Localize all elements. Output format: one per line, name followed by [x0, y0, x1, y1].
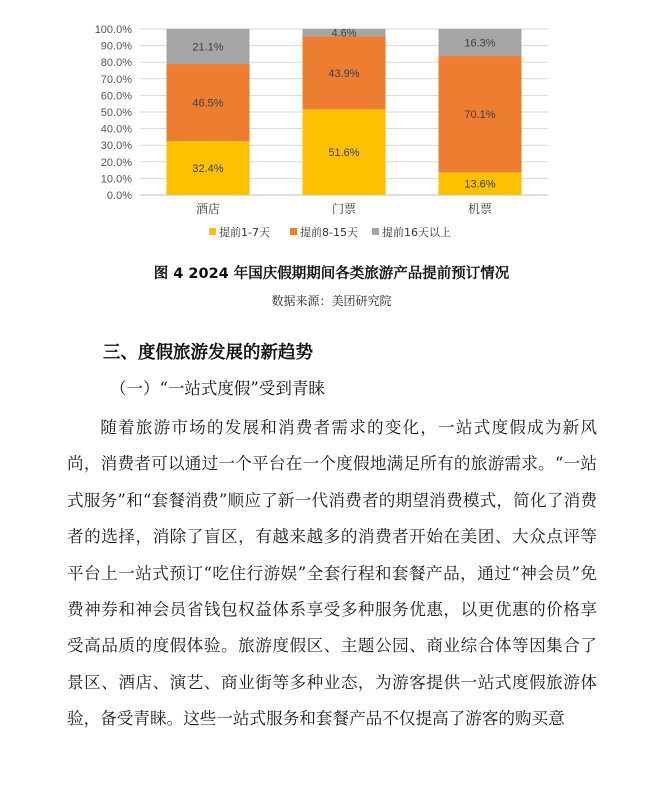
subsection-heading: （一）“一站式度假”受到青睐	[110, 379, 325, 398]
y-tick-label: 30.0%	[100, 140, 132, 153]
category-label: 机票	[467, 202, 493, 216]
y-tick-label: 40.0%	[100, 123, 132, 136]
figure-source: 数据来源：美团研究院	[271, 294, 392, 308]
legend-label: 提前16天以上	[382, 226, 451, 239]
body-paragraph: 随着旅游市场的发展和消费者需求的变化，一站式度假成为新风尚，消费者可以通过一个平台在一个度假地满足所有的旅游需求。“一站式服务”和“套餐消费”顺应了新一代消费者的期望消费模式，简化了消费者的选择，消除了盲区，有越来越多的消费者开始在美团、大众点评等平台上一站式预订“吃住行游娱”全套行程和套餐产品，通过“神会员”免费神券和神会员省钱包权益体系享受多种服务优惠，以更优惠的价格享受高品质的度假体验。旅游度假区、主题公园、商业综合体等因集合了景区、酒店、演艺、商业街等多种业态，为游客提供一站式度假旅游体验，备受青睐。这些一站式服务和套餐产品不仅提高了游客的购买意	[67, 418, 597, 729]
legend-swatch	[209, 228, 216, 235]
data-label: 13.6%	[464, 178, 496, 191]
stacked-bar-chart	[0, 0, 663, 252]
y-tick-label: 70.0%	[100, 73, 132, 86]
data-label: 21.1%	[192, 41, 224, 54]
data-label: 46.5%	[192, 97, 224, 110]
y-tick-label: 80.0%	[100, 57, 132, 70]
data-label: 4.6%	[331, 27, 357, 40]
data-label: 43.9%	[328, 67, 360, 80]
y-tick-label: 100.0%	[94, 24, 132, 36]
y-tick-label: 60.0%	[100, 90, 132, 103]
y-tick-label: 10.0%	[100, 173, 132, 186]
y-tick-label: 0.0%	[106, 190, 132, 202]
data-label: 16.3%	[464, 37, 496, 50]
data-label: 70.1%	[464, 109, 496, 122]
data-label: 51.6%	[328, 147, 360, 160]
legend-label: 提前1-7天	[219, 226, 270, 239]
legend-swatch	[290, 228, 297, 235]
figure-title: 图 4 2024 年国庆假期期间各类旅游产品提前预订情况	[153, 266, 510, 282]
legend-label: 提前8-15天	[300, 226, 358, 239]
data-label: 32.4%	[192, 163, 224, 176]
legend-swatch	[372, 228, 379, 235]
y-tick-label: 50.0%	[100, 107, 132, 119]
category-label: 酒店	[195, 202, 221, 216]
y-tick-label: 20.0%	[100, 156, 132, 169]
y-tick-label: 90.0%	[100, 40, 132, 53]
category-label: 门票	[331, 202, 357, 216]
section-heading: 三、度假旅游发展的新趋势	[103, 343, 313, 363]
